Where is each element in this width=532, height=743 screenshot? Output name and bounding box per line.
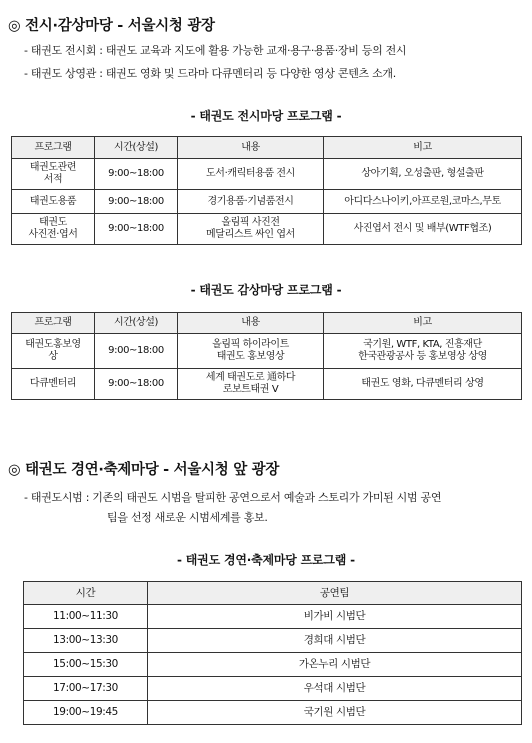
cell: 다큐멘터리	[12, 369, 95, 400]
festival-program-table	[23, 581, 522, 725]
cell: 15:00~15:30	[24, 653, 148, 677]
table1-title: - 태권도 전시마당 프로그램 -	[190, 109, 342, 123]
cell: 9:00~18:00	[95, 159, 178, 190]
table-row	[24, 677, 522, 701]
header-note: 비고	[324, 137, 522, 159]
table-row	[12, 159, 522, 190]
table3-title: - 태권도 경연·축제마당 프로그램 -	[177, 553, 355, 567]
header-content: 내용	[178, 137, 324, 159]
cell: 9:00~18:00	[95, 214, 178, 245]
cell: 국기원 시범단	[148, 701, 522, 725]
table-row	[12, 214, 522, 245]
cell: 태권도홍보영 상	[12, 334, 95, 369]
cell: 경기용품·기념품전시	[178, 190, 324, 214]
cell: 국기원, WTF, KTA, 진흥재단 한국관광공사 등 홍보영상 상영	[324, 334, 522, 369]
table-row	[24, 653, 522, 677]
table-row	[24, 605, 522, 629]
cell: 9:00~18:00	[95, 369, 178, 400]
cell: 태권도 영화, 다큐멘터리 상영	[324, 369, 522, 400]
cell: 19:00~19:45	[24, 701, 148, 725]
cell: 올림픽 사진전 메달리스트 싸인 엽서	[178, 214, 324, 245]
table-header-row	[12, 137, 522, 159]
table-row	[24, 629, 522, 653]
section2-title: ◎ 태권도 경연·축제마당 - 서울시청 앞 광장	[8, 462, 280, 478]
header-program: 프로그램	[12, 137, 95, 159]
exhibition-program-table	[11, 136, 522, 245]
cell: 비가비 시범단	[148, 605, 522, 629]
cell: 아디다스나이키,아프로원,코마스,무토	[324, 190, 522, 214]
header-time: 시간	[24, 582, 148, 605]
header-program: 프로그램	[12, 313, 95, 334]
cell: 태권도관련 서적	[12, 159, 95, 190]
table-row	[12, 334, 522, 369]
header-content: 내용	[178, 313, 324, 334]
demo-bullet-cont: 팀을 선정 새로운 시범세계를 홍보.	[107, 511, 268, 524]
cell: 9:00~18:00	[95, 334, 178, 369]
header-time: 시간(상설)	[95, 313, 178, 334]
cell: 도서·캐릭터용품 전시	[178, 159, 324, 190]
cell: 9:00~18:00	[95, 190, 178, 214]
demo-bullet: - 태권도시범 : 기존의 태권도 시범을 탈피한 공연으로서 예술과 스토리가 가미된 시범 공연	[24, 491, 442, 504]
table-header-row	[24, 582, 522, 605]
screening-bullet: - 태권도 상영관 : 태권도 영화 및 드라마 다큐멘터리 등 다양한 영상 콘텐츠 소개.	[24, 67, 396, 80]
header-time: 시간(상설)	[95, 137, 178, 159]
table-row	[12, 369, 522, 400]
cell: 경희대 시범단	[148, 629, 522, 653]
cell: 세계 태권도로 通하다 로보트태권 V	[178, 369, 324, 400]
cell: 태권도용품	[12, 190, 95, 214]
cell: 우석대 시범단	[148, 677, 522, 701]
cell: 사진엽서 전시 및 배부(WTF협조)	[324, 214, 522, 245]
cell: 17:00~17:30	[24, 677, 148, 701]
section1-title: ◎ 전시·감상마당 - 서울시청 광장	[8, 18, 215, 34]
header-team: 공연팀	[148, 582, 522, 605]
exhibition-bullet: - 태권도 전시회 : 태권도 교육과 지도에 활용 가능한 교재·용구·용품·장비 등의 전시	[24, 44, 407, 57]
cell: 태권도 사진전·엽서	[12, 214, 95, 245]
cell: 상아기획, 오성출판, 형설출판	[324, 159, 522, 190]
table-row	[12, 190, 522, 214]
table-row	[24, 701, 522, 725]
viewing-program-table	[11, 312, 522, 400]
cell: 13:00~13:30	[24, 629, 148, 653]
table-header-row	[12, 313, 522, 334]
table2-title: - 태권도 감상마당 프로그램 -	[190, 283, 342, 297]
cell: 올림픽 하이라이트 태권도 홍보영상	[178, 334, 324, 369]
header-note: 비고	[324, 313, 522, 334]
cell: 11:00~11:30	[24, 605, 148, 629]
cell: 가온누리 시범단	[148, 653, 522, 677]
